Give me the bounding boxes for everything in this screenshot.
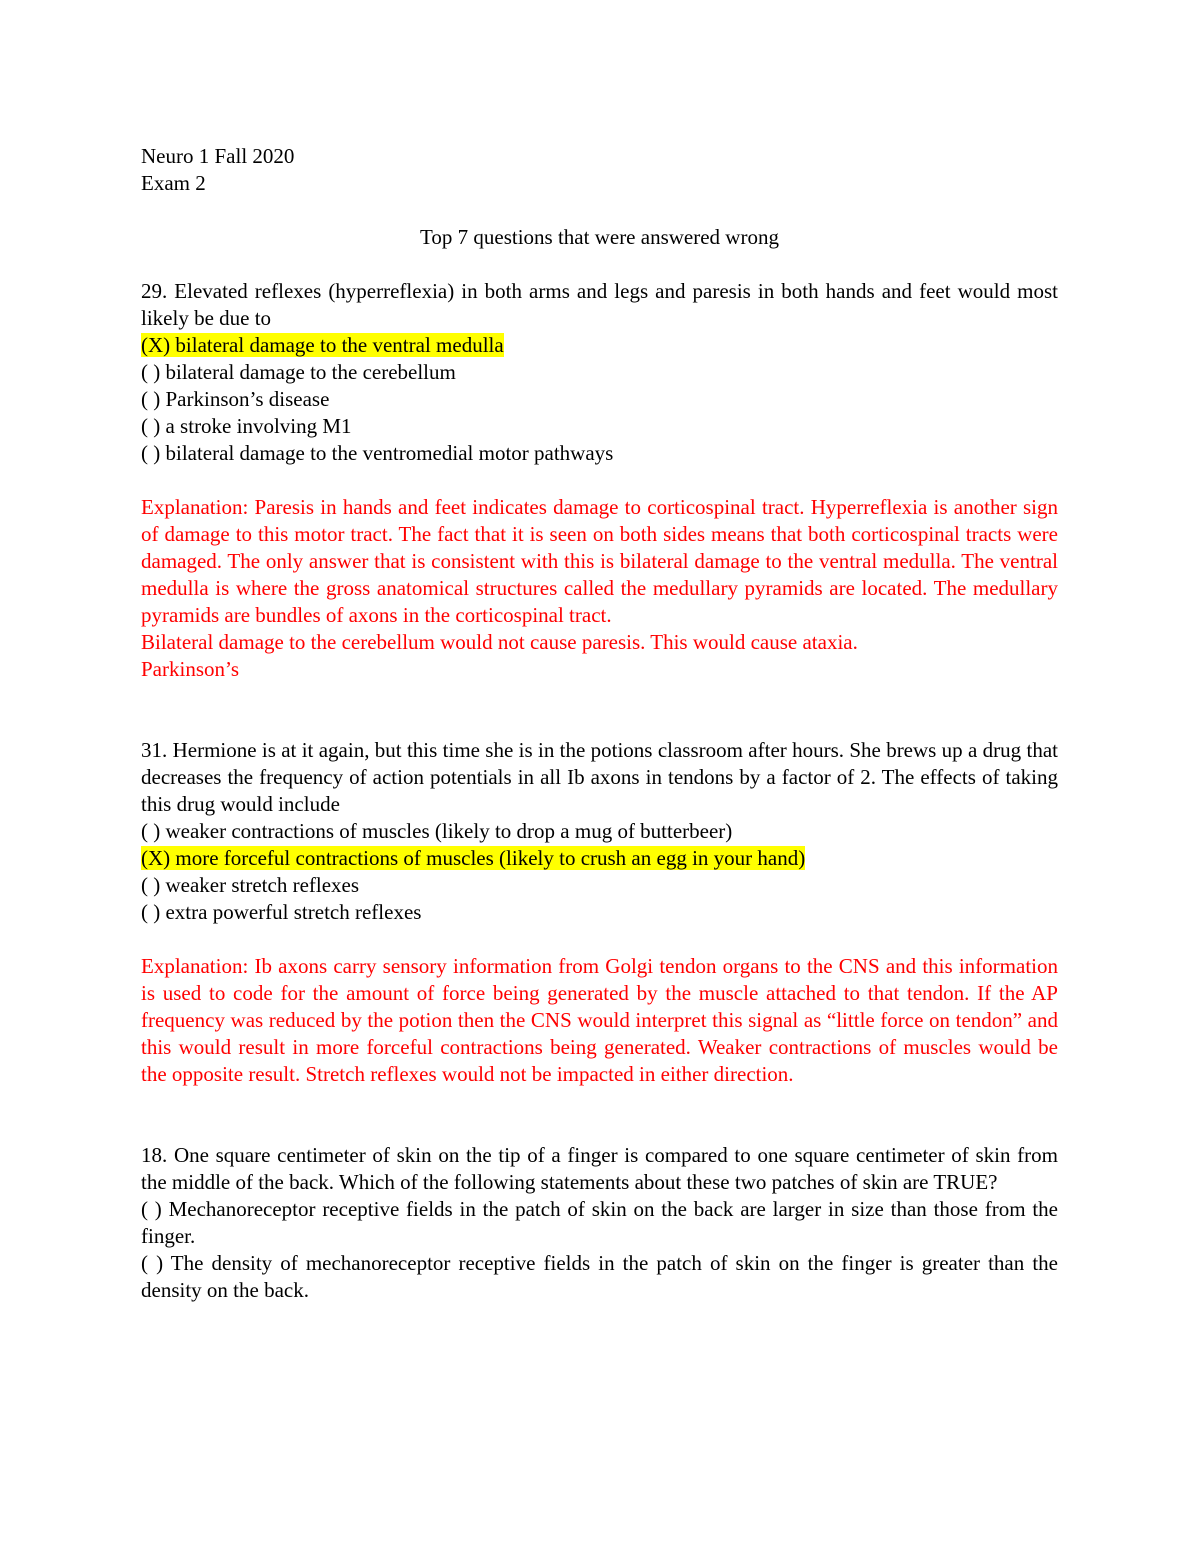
question-18 (141, 1142, 1058, 1304)
answer-option: ( ) weaker stretch reflexes (141, 873, 360, 897)
explanation-extra: Bilateral damage to the cerebellum would not cause paresis. This would cause ataxia. (141, 630, 858, 654)
question-29 (141, 278, 1058, 683)
question-stem: 29. Elevated reflexes (hyperreflexia) in both arms and legs and paresis in both hands and feet would most likely be due to (141, 279, 1058, 330)
answer-option: ( ) bilateral damage to the cerebellum (141, 360, 456, 384)
answer-option: ( ) The density of mechanoreceptor receptive fields in the patch of skin on the finger is greater than the density on the back. (141, 1251, 1058, 1302)
answer-option: ( ) Mechanoreceptor receptive fields in the patch of skin on the back are larger in size than those from the finger. (141, 1197, 1058, 1248)
question-stem: 18. One square centimeter of skin on the tip of a finger is compared to one square centimeter of skin from the middle of the back. Which of the following statements about these two patches of skin are TRUE? (141, 1143, 1058, 1194)
answer-option: ( ) weaker contractions of muscles (likely to drop a mug of butterbeer) (141, 819, 733, 843)
explanation-extra: Parkinson’s (141, 657, 240, 681)
exam-title: Exam 2 (141, 171, 206, 195)
document-page (141, 143, 1058, 1304)
question-stem: 31. Hermione is at it again, but this time she is in the potions classroom after hours. She brews up a drug that decreases the frequency of action potentials in all Ib axons in tendons by a factor of 2. The effects of taking this drug would include (141, 738, 1058, 816)
course-title: Neuro 1 Fall 2020 (141, 144, 295, 168)
document-subtitle: Top 7 questions that were answered wrong (420, 225, 779, 249)
answer-option-selected: (X) more forceful contractions of muscles (likely to crush an egg in your hand) (141, 846, 806, 870)
answer-option: ( ) Parkinson’s disease (141, 387, 330, 411)
answer-option: ( ) a stroke involving M1 (141, 414, 352, 438)
answer-option: ( ) extra powerful stretch reflexes (141, 900, 422, 924)
answer-option-selected: (X) bilateral damage to the ventral medulla (141, 333, 504, 357)
explanation-text: Explanation: Ib axons carry sensory information from Golgi tendon organs to the CNS and this information is used to code for the amount of force being generated by the muscle attached to that tendon. If the AP frequency was reduced by the potion then the CNS would interpret this signal as “little force on tendon” and this would result in more forceful contractions being generated. Weaker contractions of muscles would be the opposite result. Stretch reflexes would not be impacted in either direction. (141, 954, 1058, 1086)
explanation-text: Explanation: Paresis in hands and feet indicates damage to corticospinal tract. Hyperreflexia is another sign of damage to this motor tract. The fact that it is seen on both sides means that both corticospinal tracts were damaged. The only answer that is consistent with this is bilateral damage to the ventral medulla. The ventral medulla is where the gross anatomical structures called the medullary pyramids are located. The medullary pyramids are bundles of axons in the corticospinal tract. (141, 495, 1058, 627)
answer-option: ( ) bilateral damage to the ventromedial motor pathways (141, 441, 614, 465)
question-31 (141, 737, 1058, 1088)
